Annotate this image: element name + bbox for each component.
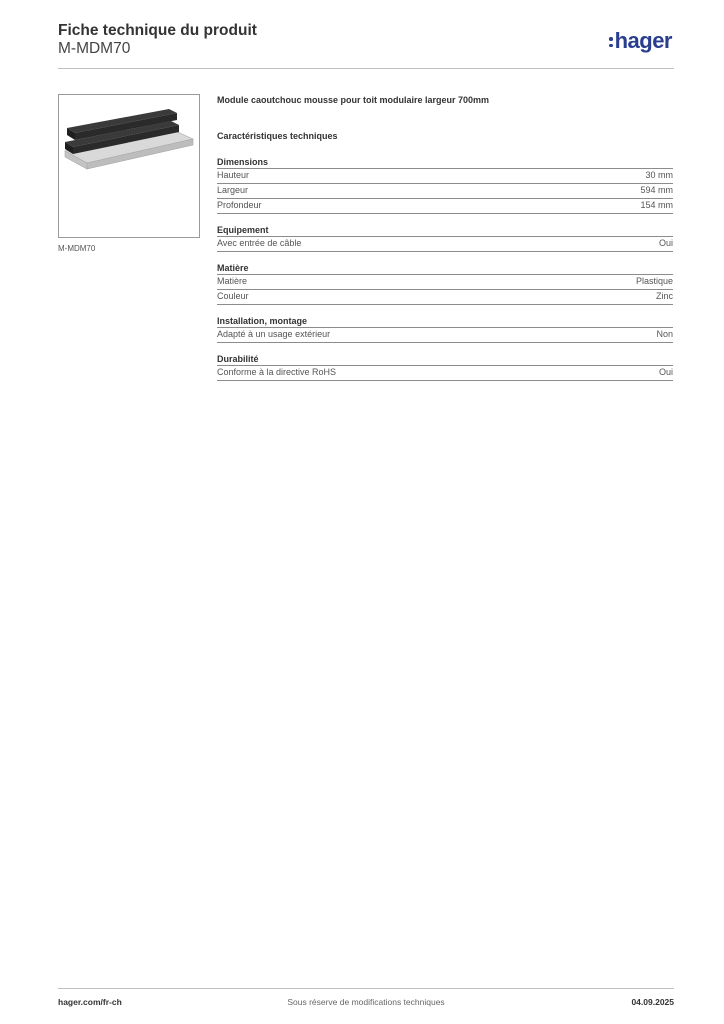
spec-row (217, 365, 673, 381)
spec-label: Profondeur (217, 200, 262, 210)
logo-wordmark: hager (614, 28, 672, 53)
spec-table (217, 168, 673, 214)
hager-logo (609, 28, 672, 54)
spec-label: Avec entrée de câble (217, 238, 302, 248)
spec-value: Zinc (655, 291, 673, 301)
spec-label: Couleur (217, 291, 249, 301)
logo-dots-icon (609, 37, 613, 47)
spec-table (217, 236, 673, 252)
group-title: Equipement (217, 225, 269, 235)
spec-value: Non (656, 329, 673, 339)
spec-table (217, 365, 673, 381)
spec-table (217, 327, 673, 343)
spec-label: Adapté à un usage extérieur (217, 329, 331, 339)
spec-value: Oui (658, 367, 673, 377)
footer-divider (58, 988, 674, 989)
product-illustration (59, 95, 199, 237)
spec-row (217, 198, 673, 214)
spec-row (217, 327, 673, 343)
spec-table (217, 274, 673, 305)
spec-row (217, 168, 673, 183)
header-divider (58, 68, 674, 69)
spec-group-installation (217, 315, 673, 343)
page-header (58, 22, 674, 68)
group-title: Matière (217, 263, 249, 273)
spec-group-dimensions (217, 156, 673, 214)
spec-group-equipement (217, 224, 673, 252)
document-title: Fiche technique du produit (58, 22, 257, 39)
footer-notice: Sous réserve de modifications techniques (287, 997, 445, 1007)
group-title: Installation, montage (217, 316, 308, 326)
spec-row (217, 274, 673, 289)
spec-value: 30 mm (645, 170, 673, 180)
spec-value: Oui (658, 238, 673, 248)
spec-group-matiere (217, 262, 673, 305)
spec-value: 154 mm (640, 200, 673, 210)
spec-label: Largeur (217, 185, 249, 195)
spec-label: Hauteur (217, 170, 250, 180)
product-reference: M-MDM70 (58, 40, 131, 57)
spec-value: 594 mm (640, 185, 673, 195)
spec-label: Conforme à la directive RoHS (217, 367, 337, 377)
page-footer (58, 997, 674, 1011)
image-caption: M-MDM70 (58, 244, 96, 253)
footer-date: 04.09.2025 (631, 997, 674, 1007)
product-image (58, 94, 200, 238)
spec-content (217, 94, 673, 381)
spec-label: Matière (217, 276, 248, 286)
spec-row (217, 183, 673, 198)
spec-group-durabilite (217, 353, 673, 381)
spec-value: Plastique (635, 276, 673, 286)
group-title: Durabilité (217, 354, 259, 364)
spec-row (217, 289, 673, 305)
spec-row (217, 236, 673, 252)
spec-section-title: Caractéristiques techniques (217, 131, 338, 141)
footer-website-link[interactable]: hager.com/fr-ch (58, 997, 122, 1007)
product-description: Module caoutchouc mousse pour toit modulaire largeur 700mm (217, 95, 490, 105)
group-title: Dimensions (217, 157, 269, 167)
